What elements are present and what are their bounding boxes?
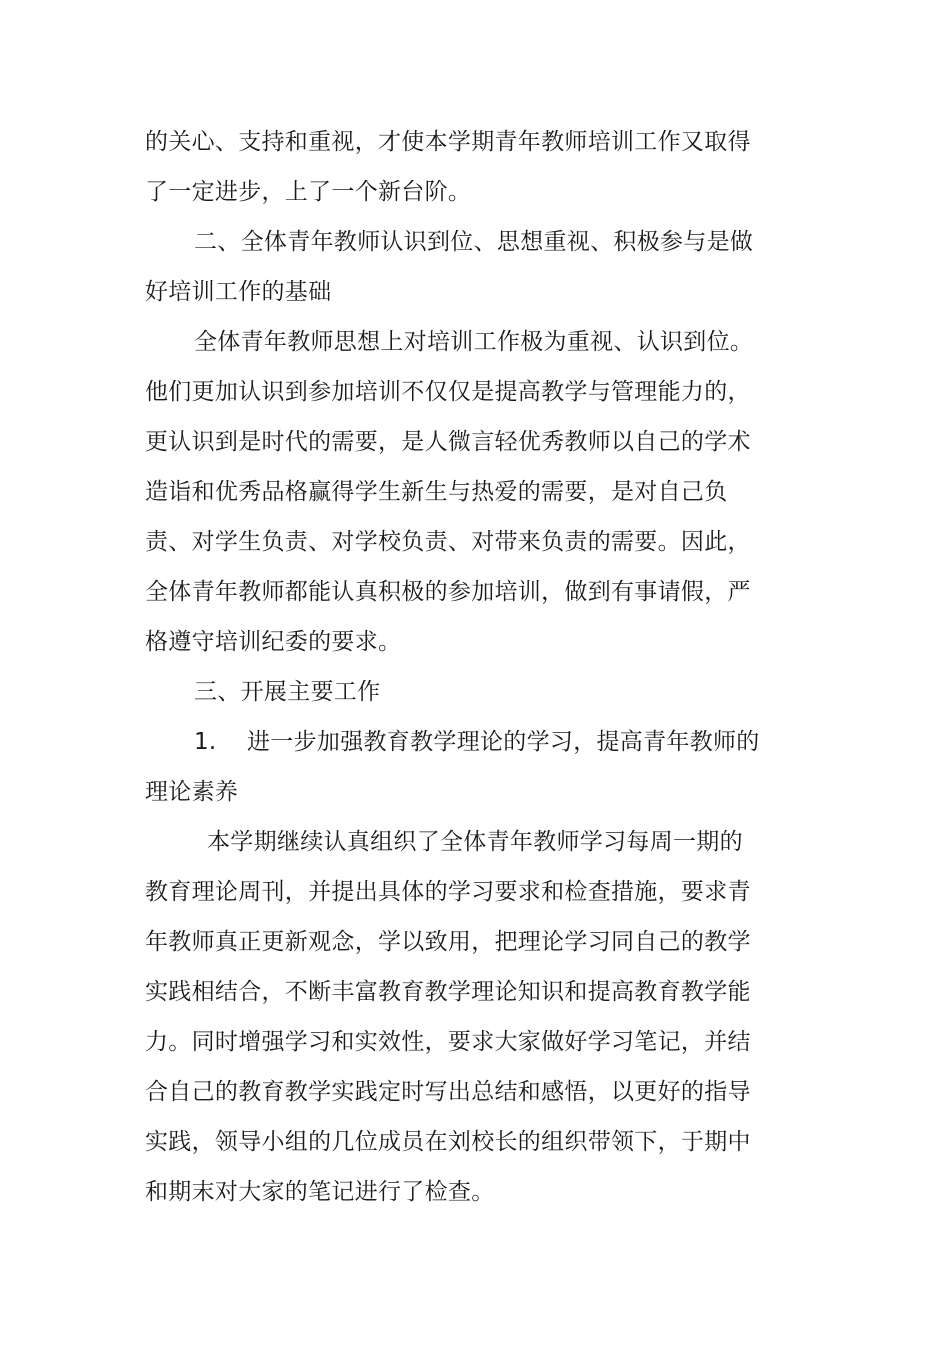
- section-heading-3: 三、开展主要工作: [194, 679, 381, 705]
- body-text-line: 格遵守培训纪委的要求。: [145, 629, 402, 655]
- body-text-line: 力。同时增强学习和实效性，要求大家做好学习笔记，并结: [145, 1029, 751, 1055]
- body-text-line: 责、对学生负责、对学校负责、对带来负责的需要。因此，: [145, 529, 751, 555]
- section-heading-2: 二、全体青年教师认识到位、思想重视、积极参与是做: [194, 229, 754, 255]
- body-text-line: 实践相结合，不断丰富教育教学理论知识和提高教育教学能: [145, 979, 751, 1005]
- body-text-line: 更认识到是时代的需要，是人微言轻优秀教师以自己的学术: [145, 429, 751, 455]
- body-text-line: 全体青年教师思想上对培训工作极为重视、认识到位。: [194, 329, 754, 355]
- body-text-line: 合自己的教育教学实践定时写出总结和感悟，以更好的指导: [145, 1079, 751, 1105]
- section-heading-2-continued: 好培训工作的基础: [145, 279, 332, 305]
- body-text-line: 他们更加认识到参加培训不仅仅是提高教学与管理能力的，: [145, 379, 751, 405]
- body-text-line: 本学期继续认真组织了全体青年教师学习每周一期的: [207, 829, 743, 855]
- body-text-line: 了一定进步，上了一个新台阶。: [145, 179, 472, 205]
- body-text-line: 教育理论周刊，并提出具体的学习要求和检查措施，要求青: [145, 879, 751, 905]
- subsection-heading-1-continued: 理论素养: [145, 779, 239, 805]
- body-text-line: 和期末对大家的笔记进行了检查。: [145, 1179, 495, 1205]
- subsection-heading-1: 1. 进一步加强教育教学理论的学习，提高青年教师的: [194, 729, 760, 755]
- body-text-line: 的关心、支持和重视，才使本学期青年教师培训工作又取得: [145, 129, 751, 155]
- body-text-line: 造诣和优秀品格赢得学生新生与热爱的需要，是对自己负: [145, 479, 728, 505]
- body-text-line: 实践，领导小组的几位成员在刘校长的组织带领下，于期中: [145, 1129, 751, 1155]
- body-text-line: 年教师真正更新观念，学以致用，把理论学习同自己的教学: [145, 929, 751, 955]
- body-text-line: 全体青年教师都能认真积极的参加培训，做到有事请假，严: [145, 579, 751, 605]
